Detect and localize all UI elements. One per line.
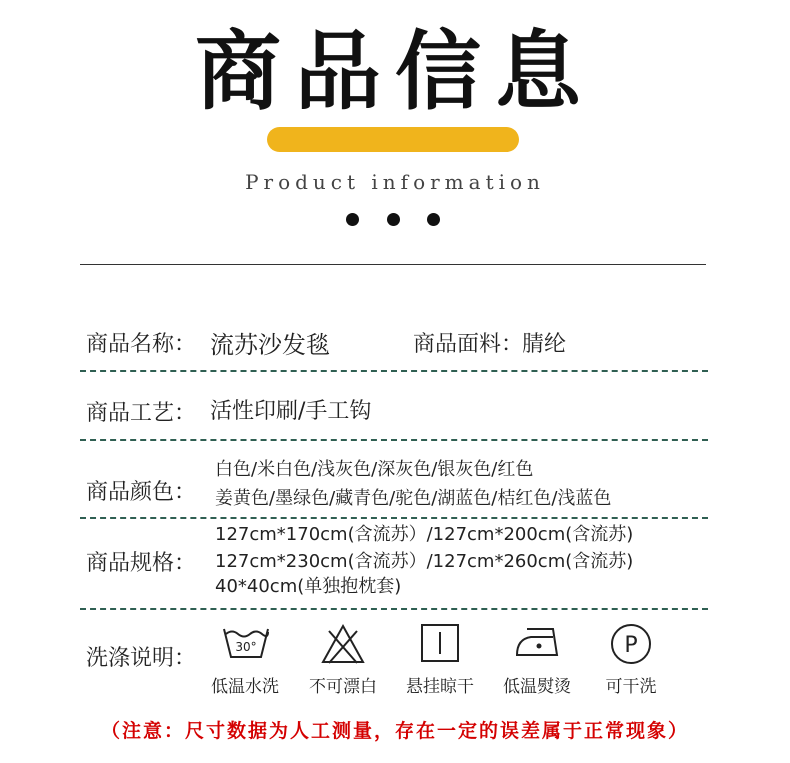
row-divider xyxy=(80,439,708,441)
wash-label-low-iron: 低温熨烫 xyxy=(503,677,571,697)
craft-label: 商品工艺： xyxy=(86,401,197,426)
wash-label-low-temp: 低温水洗 xyxy=(211,677,279,697)
color-values-line2: 姜黄色/墨绿色/藏青色/驼色/湖蓝色/桔红色/浅蓝色 xyxy=(215,488,612,509)
wash-temp-text: 30° xyxy=(235,640,257,654)
accent-bar xyxy=(267,127,519,152)
page-subtitle: Product information xyxy=(245,170,545,194)
fabric-value: 腈纶 xyxy=(522,332,567,357)
color-label: 商品颜色： xyxy=(86,480,197,505)
page-title: 商品信息 xyxy=(195,22,595,122)
size-values-line3: 40*40cm(单独抱枕套) xyxy=(215,576,402,597)
row-divider xyxy=(80,370,708,372)
dry-clean-text: P xyxy=(624,633,638,658)
row-divider xyxy=(80,517,708,519)
wash-label: 洗涤说明： xyxy=(86,646,197,671)
row-divider xyxy=(80,608,708,610)
wash-label-dry-clean: 可干洗 xyxy=(605,677,657,697)
measurement-note: （注意：尺寸数据为人工测量，存在一定的误差属于正常现象） xyxy=(100,720,689,742)
wash-label-no-bleach: 不可漂白 xyxy=(309,677,377,697)
name-value: 流苏沙发毯 xyxy=(210,331,330,359)
dot xyxy=(387,213,400,226)
wash-label-hang-dry: 悬挂晾干 xyxy=(406,677,474,697)
fabric-label: 商品面料： xyxy=(413,332,524,357)
name-label: 商品名称： xyxy=(86,332,197,357)
color-values-line1: 白色/米白色/浅灰色/深灰色/银灰色/红色 xyxy=(215,459,534,480)
craft-value: 活性印刷/手工钩 xyxy=(210,399,372,424)
dot xyxy=(346,213,359,226)
size-values-line2: 127cm*230cm(含流苏）/127cm*260cm(含流苏) xyxy=(215,551,634,572)
dot xyxy=(427,213,440,226)
decorative-dots xyxy=(345,213,445,227)
size-label: 商品规格： xyxy=(86,551,197,576)
size-values-line1: 127cm*170cm(含流苏）/127cm*200cm(含流苏) xyxy=(215,524,634,545)
header-divider xyxy=(80,264,706,265)
